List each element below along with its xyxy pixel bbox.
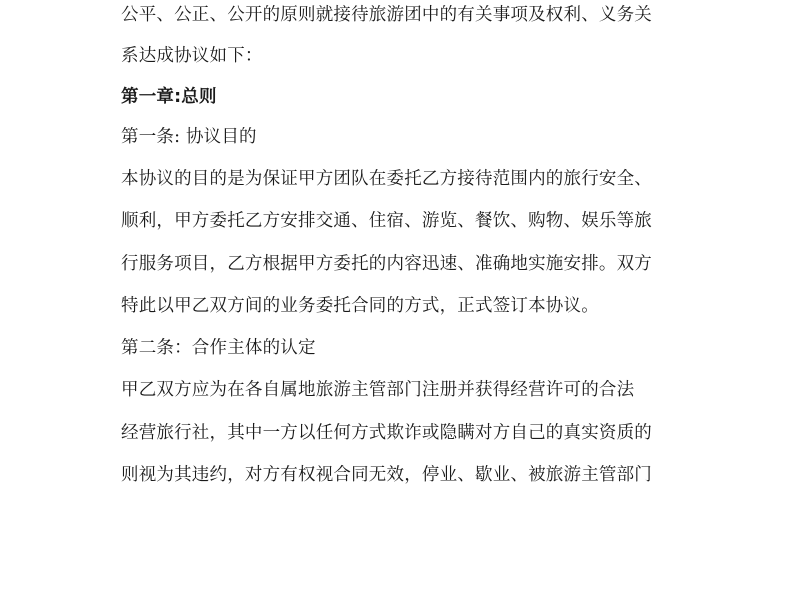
body-text-line-6: 特此以甲乙双方间的业务委托合同的方式，正式签订本协议。	[121, 296, 599, 316]
article-heading-1: 第一条: 协议目的	[121, 127, 257, 147]
body-text-line-2: 系达成协议如下：	[121, 46, 263, 66]
body-text-line-8: 经营旅行社，其中一方以任何方式欺诈或隐瞒对方自己的真实资质的	[121, 423, 652, 443]
body-text-line-9: 则视为其违约，对方有权视合同无效，停业、歇业、被旅游主管部门	[121, 465, 652, 485]
chapter-heading: 第一章:总则	[121, 87, 217, 107]
body-text-line-7: 甲乙双方应为在各自属地旅游主管部门注册并获得经营许可的合法	[121, 380, 635, 400]
body-text-line-1: 公平、公正、公开的原则就接待旅游团中的有关事项及权利、义务关	[121, 5, 652, 25]
body-text-line-5: 行服务项目，乙方根据甲方委托的内容迅速、准确地实施安排。双方	[121, 254, 652, 274]
body-text-line-4: 顺利，甲方委托乙方安排交通、住宿、游览、餐饮、购物、娱乐等旅	[121, 211, 652, 231]
article-heading-2: 第二条：合作主体的认定	[121, 338, 316, 358]
body-text-line-3: 本协议的目的是为保证甲方团队在委托乙方接待范围内的旅行安全、	[121, 169, 652, 189]
